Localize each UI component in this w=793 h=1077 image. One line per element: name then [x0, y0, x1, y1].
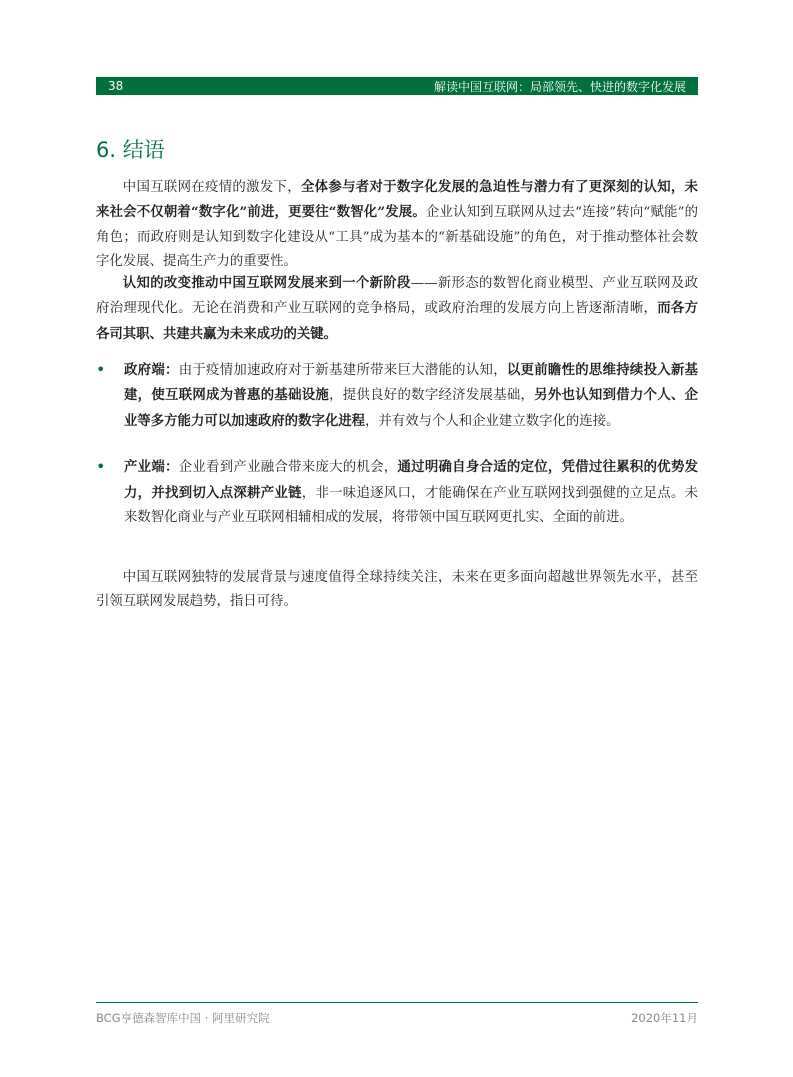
paragraph-new-stage-part: ——新形态的数智化商业模型、产业互联网及政府治理现代化。无论在消费和产业互联网的竞争格局，或政府治理的发展方向上皆逐渐清晰，	[96, 276, 698, 317]
footer-divider	[96, 1002, 698, 1003]
footer-publisher: BCG亨德森智库中国 · 阿里研究院	[96, 1011, 270, 1025]
paragraph-new-stage-bold: 而各方各司其职、共建共赢为未来成功的关键。	[96, 300, 699, 342]
bullet-dot-icon: •	[96, 457, 106, 477]
paragraph-new-stage	[96, 271, 698, 347]
bullet-list	[96, 358, 698, 530]
paragraph-intro-bold: 全体参与者对于数字化发展的急迫性与潜力有了更深刻的认知，未来社会不仅朝着“数字化”前进，更要往“数智化”发展。	[96, 179, 699, 221]
bullet-text: ，提供良好的数字经济发展基础，	[329, 388, 535, 404]
bullet-bold: 以更前瞻性的思维持续投入新基建，使互联网成为普惠的基础设施	[124, 362, 699, 404]
paragraph-intro	[96, 175, 698, 275]
footer-date: 2020年11月	[631, 1011, 698, 1025]
bullet-bold: 另外也认知到借力个人、企业等多方能力可以加速政府的数字化进程	[124, 387, 699, 429]
paragraph-intro-part: 企业认知到互联网从过去“连接”转向“赋能”的角色；而政府则是认知到数字化建设从“工具”成为基本的“新基础设施”的角色，对于推动整体社会数字化发展、提高生产力的重要性。	[96, 205, 698, 270]
bullet-label: 产业端：	[124, 459, 179, 476]
page-header-bar	[96, 77, 698, 95]
paragraph-intro-part: 中国互联网在疫情的激发下，	[122, 180, 301, 195]
header-title: 解读中国互联网：局部领先、快进的数字化发展	[433, 79, 686, 94]
bullet-dot-icon: •	[96, 360, 106, 379]
bullet-label: 政府端：	[124, 362, 179, 378]
bullet-bold: 通过明确自身合适的定位，凭借过往累积的优势发力，并找到切入点深耕产业链	[124, 459, 699, 501]
bullet-text: ，并有效与个人和企业建立数字化的连接。	[365, 413, 620, 429]
bullet-text: ，非一味追逐风口，才能确保在产业互联网找到强健的立足点。未来数智化商业与产业互联网相辅相成的发展，将带领中国互联网更扎实、全面的前进。	[124, 485, 699, 526]
paragraph-conclusion: 中国互联网独特的发展背景与速度值得全球持续关注，未来在更多面向超越世界领先水平，甚至引领互联网发展趋势，指日可待。	[96, 570, 698, 610]
section-title: 6. 结语	[96, 138, 165, 162]
bullet-text: 由于疫情加速政府对于新基建所带来巨大潜能的认知，	[178, 363, 507, 378]
paragraph-new-stage-bold: 认知的改变推动中国互联网发展来到一个新阶段	[122, 275, 411, 291]
bullet-text: 企业看到产业融合带来庞大的机会，	[178, 460, 398, 476]
page-number: 38	[108, 79, 124, 93]
bullet-government	[96, 358, 698, 434]
bullet-industry	[96, 455, 698, 530]
